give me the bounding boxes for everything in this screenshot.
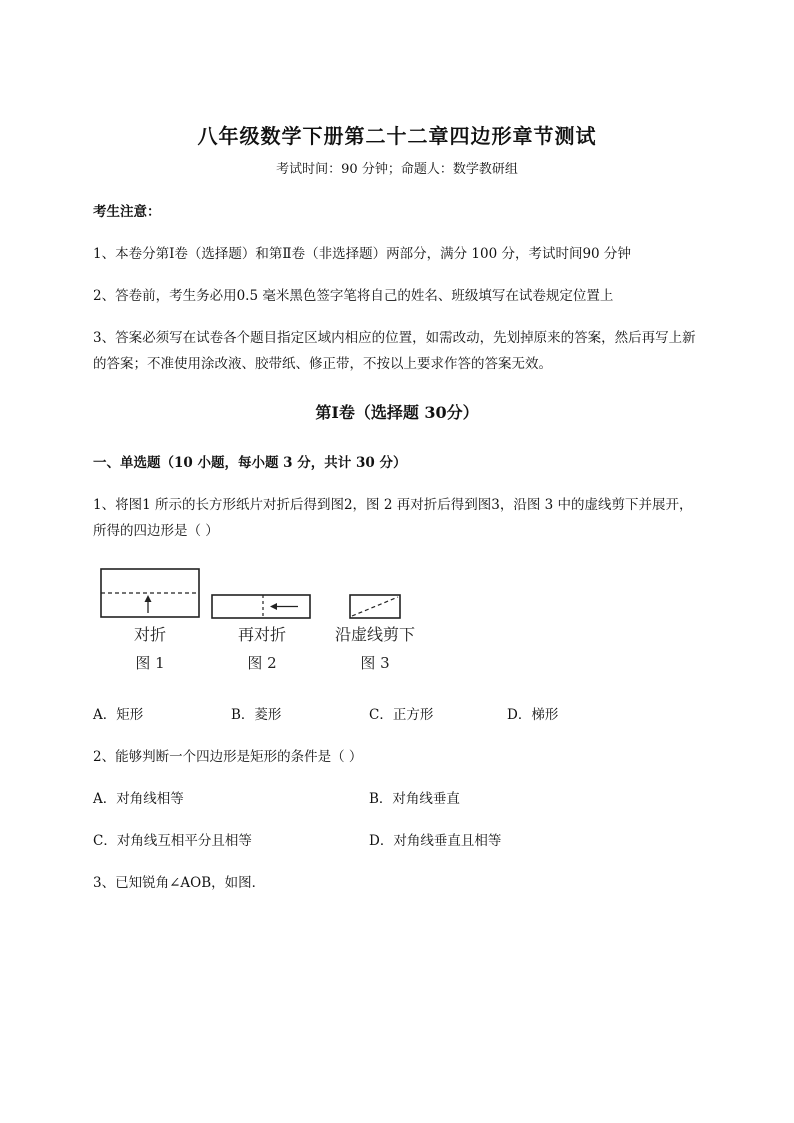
notice-item: 的答案；不准使用涂改液、胶带纸、修正带，不按以上要求作答的答案无效。: [93, 356, 552, 372]
option-c: C．对角线互相平分且相等: [93, 833, 252, 849]
question-2-stem: 2、能够判断一个四边形是矩形的条件是（ ）: [93, 749, 363, 765]
option-a: A．矩形: [93, 707, 144, 723]
question-1-figure: [96, 565, 436, 675]
question-1-stem: 1、将图1 所示的长方形纸片对折后得到图2，图 2 再对折后得到图3，沿图 3 中的虚线剪下并展开，: [93, 497, 693, 513]
fig2-arrowhead: [270, 603, 277, 610]
notice-item: 2、答卷前，考生务必用0.5 毫米黑色签字笔将自己的姓名、班级填写在试卷规定位置上: [93, 288, 614, 304]
fig2-caption: 再对折: [237, 625, 287, 644]
option-b: B．对角线垂直: [369, 791, 460, 807]
fig1-arrowhead: [145, 595, 152, 602]
part-heading: 一、单选题（10 小题，每小题 3 分，共计 30 分）: [93, 455, 407, 471]
fig2-label: 图 2: [247, 654, 277, 672]
notice-item: 1、本卷分第Ⅰ卷（选择题）和第Ⅱ卷（非选择题）两部分，满分 100 分，考试时间90 分钟: [93, 246, 631, 262]
question-1-stem: 所得的四边形是（ ）: [93, 523, 219, 539]
notice-heading: 考生注意：: [93, 204, 161, 220]
option-d: D．梯形: [507, 707, 559, 723]
fig1-caption: 对折: [133, 625, 167, 644]
exam-info: 考试时间：90 分钟；命题人：数学教研组: [276, 162, 518, 177]
fig3-caption: 沿虚线剪下: [334, 625, 416, 644]
option-a: A．对角线相等: [93, 791, 184, 807]
option-b: B．菱形: [231, 707, 282, 723]
folding-diagram: [96, 565, 436, 675]
fig1-label: 图 1: [135, 654, 165, 672]
notice-item: 3、答案必须写在试卷各个题目指定区域内相应的位置，如需改动，先划掉原来的答案，然后再写上新: [93, 330, 696, 346]
option-d: D．对角线垂直且相等: [369, 833, 502, 849]
page-title: 八年级数学下册第二十二章四边形章节测试: [197, 124, 597, 148]
fig3-label: 图 3: [360, 654, 390, 672]
section-title: 第Ⅰ卷（选择题 30分）: [315, 403, 479, 422]
question-3-stem: 3、已知锐角∠AOB，如图．: [93, 875, 266, 891]
fig3-cut-line: [352, 597, 398, 616]
option-c: C．正方形: [369, 707, 434, 723]
